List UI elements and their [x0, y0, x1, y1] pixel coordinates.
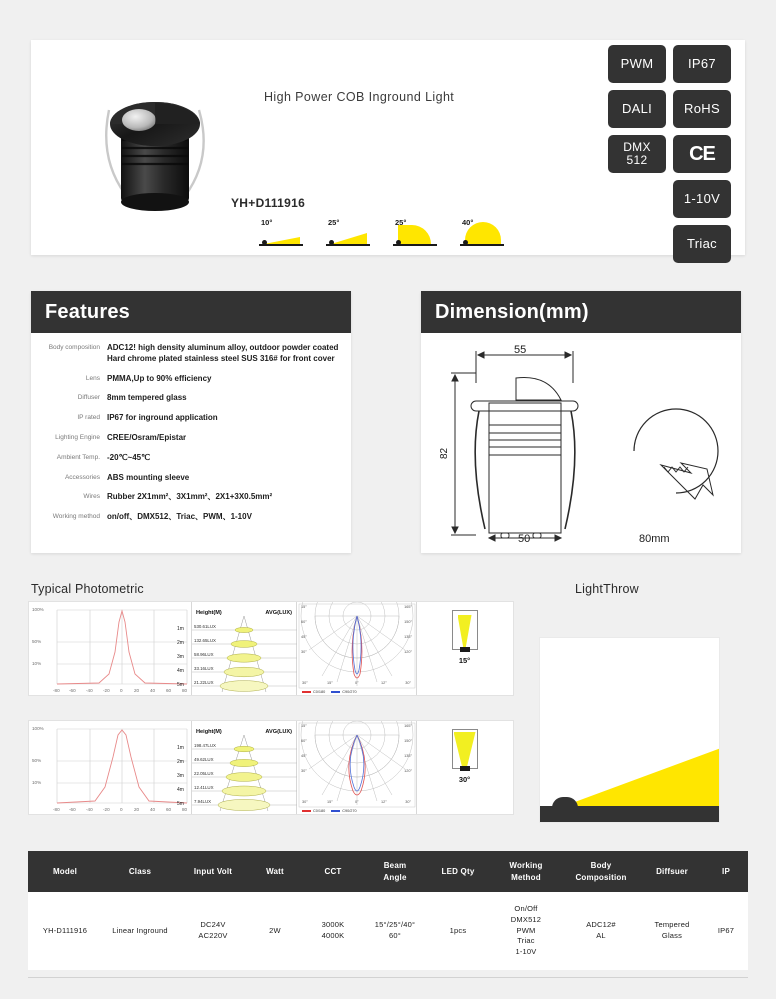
- spec-value-beam-angle: [364, 920, 426, 942]
- polar-label-bottom-1: 30°: [302, 800, 308, 804]
- spec-value-working-method-line4: Triac: [517, 936, 535, 946]
- beam-icon-40-label: 40°: [462, 218, 474, 227]
- polar-label-left-2: 60°: [301, 620, 307, 624]
- feature-value: IP67 for inground application: [107, 413, 218, 423]
- badge-ce: [673, 135, 731, 173]
- spec-header-ip: IP: [722, 866, 730, 876]
- curve-x-label: 60: [166, 688, 172, 693]
- feature-value: on/off、DMX512、Triac、PWM、1-10V: [107, 512, 252, 522]
- feature-value: [107, 343, 338, 365]
- polar-label-right-3: 135°: [404, 754, 412, 758]
- spec-header-input-volt: Input Volt: [193, 866, 233, 876]
- dimension-top-width: 55: [514, 344, 527, 356]
- hero-panel: [31, 40, 745, 255]
- spec-value-working-method-line2: DMX512: [510, 914, 542, 924]
- cone-lux-2m: 49.62LUX: [194, 757, 214, 762]
- legend-c0-180-label: C0/180: [313, 809, 326, 813]
- feature-key: Lighting Engine: [55, 433, 100, 441]
- cone-height-5m: 5m: [177, 801, 184, 807]
- polar-label-bottom-2: 15°: [327, 681, 333, 685]
- feature-value-line2: Hard chrome plated stainless steel SUS 316# for front cover: [107, 353, 335, 363]
- curve-x-label: 0: [120, 688, 123, 693]
- beam-preview-30: [417, 721, 512, 814]
- spec-header-working-method-line1: Working: [509, 860, 543, 870]
- cone-header-height: Height(M): [196, 610, 222, 616]
- feature-row-lens: [37, 374, 341, 385]
- feature-row-ip-rated: [37, 413, 341, 424]
- curve-x-label: -60: [69, 807, 76, 812]
- beam-icon-25b: [393, 218, 437, 248]
- feature-key: Wires: [83, 493, 100, 501]
- cone-lux-2m: 132.65LUX: [194, 638, 216, 643]
- spec-value-body-composition-line2: AL: [596, 931, 606, 940]
- curve-x-label: 40: [150, 688, 156, 693]
- certification-badge-group: [608, 45, 738, 263]
- curve-y-label-50: 50%: [32, 758, 42, 763]
- spec-header-body-composition-line1: Body: [590, 860, 612, 870]
- spec-value-input-volt-line1: DC24V: [200, 920, 226, 930]
- polar-diagram-15: [297, 602, 417, 695]
- polar-label-bottom-1: 30°: [302, 681, 308, 685]
- curve-y-label-100: 100%: [32, 726, 44, 731]
- polar-label-bottom-4: 12°: [381, 681, 387, 685]
- curve-x-label: 0: [120, 807, 123, 812]
- light-throw-beam: [564, 748, 720, 806]
- legend-c0-180: [302, 809, 325, 813]
- beam-icon-25a-label: 25°: [328, 218, 340, 227]
- curve-x-label: -40: [86, 688, 93, 693]
- cone-height-4m: 4m: [177, 668, 184, 674]
- intensity-curve-chart-30: [29, 721, 192, 814]
- feature-value: PMMA,Up to 90% efficiency: [107, 373, 212, 383]
- spec-value-working-method-line1: On/Off: [514, 903, 538, 913]
- cone-lux-1m: 198.47LUX: [194, 743, 216, 748]
- polar-label-bottom-3: 0°: [355, 800, 359, 804]
- beam-icon-10: [259, 218, 303, 248]
- curve-x-label: -60: [69, 688, 76, 693]
- badge-dmx512: [608, 135, 666, 173]
- legend-c90-270-label: C90/270: [342, 809, 357, 813]
- beam-preview-angle-label: 30°: [458, 775, 471, 784]
- cone-height-2m: 2m: [177, 759, 184, 765]
- spec-header-working-method: [490, 860, 562, 883]
- polar-label-left-3: 45°: [301, 754, 307, 758]
- spec-value-watt: 2W: [269, 925, 281, 935]
- cone-height-3m: 3m: [177, 654, 184, 660]
- cone-lux-4m: 33.16LUX: [194, 666, 214, 671]
- polar-label-bottom-3: 0°: [355, 681, 359, 685]
- dimension-bottom-width: 50: [518, 533, 531, 545]
- beam-icon-25b-label: 25°: [395, 218, 407, 227]
- curve-x-label: -20: [103, 807, 110, 812]
- curve-x-label: 60: [166, 807, 172, 812]
- feature-key: Working method: [52, 513, 100, 521]
- cone-height-3m: 3m: [177, 773, 184, 779]
- badge-rohs: RoHS: [673, 90, 731, 128]
- spec-table-header-row: [28, 851, 748, 892]
- cone-header-avg: AVG(LUX): [265, 729, 292, 735]
- dimension-svg: [421, 333, 741, 551]
- polar-label-bottom-2: 15°: [327, 800, 333, 804]
- curve-x-label: 40: [150, 807, 156, 812]
- feature-key: IP rated: [77, 414, 100, 422]
- beam-angle-icon-row: [259, 218, 504, 248]
- badge-dmx512-line1: DMX: [623, 140, 651, 155]
- beam-source-dot: [396, 240, 401, 245]
- feature-value: CREE/Osram/Epistar: [107, 432, 187, 442]
- polar-label-left-2: 60°: [301, 739, 307, 743]
- feature-value: -20℃~45℃: [107, 452, 151, 462]
- curve-x-label: -40: [86, 807, 93, 812]
- beam-preview-frame: [452, 610, 478, 650]
- feature-key: Lens: [85, 374, 100, 382]
- badge-pwm: PWM: [608, 45, 666, 83]
- beam-source-dot: [329, 240, 334, 245]
- beam-wedge-10: [264, 237, 300, 244]
- features-panel: [31, 291, 351, 553]
- polar-label-right-4: 120°: [404, 650, 412, 654]
- polar-label-right-4: 120°: [404, 769, 412, 773]
- curve-x-label: 80: [182, 807, 188, 812]
- feature-value: 8mm tempered glass: [107, 393, 187, 403]
- feature-key: Ambient Temp.: [56, 453, 100, 461]
- polar-label-right-2: 150°: [404, 739, 412, 743]
- photometric-row-30deg: [28, 720, 514, 815]
- legend-c90-270: [331, 690, 356, 694]
- feature-key: Body composition: [48, 344, 100, 351]
- spec-header-model: Model: [52, 866, 78, 876]
- spec-value-led-qty: 1pcs: [449, 925, 467, 935]
- spec-value-cct-line1: 3000K: [321, 920, 345, 930]
- spec-value-class: Linear Inground: [112, 925, 168, 935]
- feature-row-accessories: [37, 473, 341, 484]
- spec-header-beam-angle-line1: Beam: [383, 860, 407, 870]
- features-title: Features: [31, 291, 351, 333]
- polar-label-bottom-5: 30°: [405, 681, 411, 685]
- model-code: YH+D111916: [231, 196, 306, 210]
- spec-value-body-composition-line1: ADC12#: [586, 920, 616, 930]
- cone-lux-4m: 12.41LUX: [194, 785, 214, 790]
- badge-triac: Triac: [673, 225, 731, 263]
- dimension-panel: [421, 291, 741, 553]
- intensity-curve-chart-15: [29, 602, 192, 695]
- feature-row-lighting-engine: [37, 433, 341, 444]
- spec-value-working-method-line3: PWM: [516, 925, 536, 935]
- cone-height-5m: 5m: [177, 682, 184, 688]
- cone-header-avg: AVG(LUX): [265, 610, 292, 616]
- polar-label-right-2: 150°: [404, 620, 412, 624]
- feature-row-diffuser: [37, 393, 341, 404]
- spec-header-led-qty: LED Qty: [441, 866, 475, 876]
- cone-height-1m: 1m: [177, 745, 184, 751]
- cone-lux-3m: 58.96LUX: [194, 652, 214, 657]
- photometric-section-title: Typical Photometric: [31, 582, 144, 596]
- beam-fan: [458, 615, 472, 649]
- feature-key: Accessories: [64, 473, 100, 481]
- beam-source-block: [460, 766, 470, 771]
- dimension-height: 82: [439, 447, 450, 459]
- polar-label-right-3: 135°: [404, 635, 412, 639]
- polar-legend: [302, 809, 357, 813]
- beam-icon-40: [460, 218, 504, 248]
- ce-mark-icon: CE: [689, 142, 715, 165]
- spec-value-diffuser-line2: Glass: [661, 931, 683, 940]
- feature-value: Rubber 2X1mm²、3X1mm²、2X1+3X0.5mm²: [107, 492, 273, 502]
- polar-label-bottom-5: 30°: [405, 800, 411, 804]
- spec-header-beam-angle: [364, 860, 426, 883]
- photometric-row-15deg: [28, 601, 514, 696]
- feature-row-working-method: [37, 512, 341, 523]
- spec-header-watt: Watt: [266, 866, 284, 876]
- spec-value-cct: [302, 920, 364, 942]
- cone-lux-5m: 7.94LUX: [194, 799, 212, 804]
- feature-row-wires: [37, 492, 341, 503]
- polar-diagram-30: [297, 721, 417, 814]
- curve-x-label: -80: [53, 688, 60, 693]
- features-list: [31, 333, 351, 523]
- light-throw-section-title: LightThrow: [575, 582, 639, 596]
- beam-wedge-25a: [331, 233, 367, 244]
- curve-x-label: 80: [182, 688, 188, 693]
- polar-label-left-1: 15°: [301, 605, 307, 609]
- legend-c90-270-label: C90/270: [342, 690, 357, 694]
- feature-key: Diffuser: [77, 394, 100, 402]
- spec-value-ip: IP67: [717, 925, 735, 935]
- beam-wedge-25b: [398, 225, 431, 244]
- dimension-title: Dimension(mm): [421, 291, 741, 333]
- specification-table: [28, 851, 748, 970]
- polar-label-left-3: 45°: [301, 635, 307, 639]
- cone-height-1m: 1m: [177, 626, 184, 632]
- legend-c0-180: [302, 690, 325, 694]
- bottom-divider: [28, 977, 748, 978]
- spec-value-working-method-line5: 1-10V: [515, 947, 537, 957]
- spec-table-data-row: [28, 892, 748, 970]
- spec-header-class: Class: [128, 866, 152, 876]
- spec-value-body-composition: [562, 920, 640, 942]
- cone-height-4m: 4m: [177, 787, 184, 793]
- cone-lux-1m: 530.61LUX: [194, 624, 216, 629]
- spec-value-diffuser-line1: Tempered: [654, 920, 690, 930]
- dimension-cutout-label: 80mm: [639, 533, 670, 545]
- light-throw-illustration: [539, 637, 720, 823]
- beam-fan: [454, 732, 476, 768]
- spec-header-cct: CCT: [324, 866, 342, 876]
- beam-source-block: [460, 647, 470, 652]
- polar-label-left-1: 15°: [301, 724, 307, 728]
- curve-y-label-10: 10%: [32, 780, 42, 785]
- spec-value-model: YH-D111916: [42, 925, 88, 935]
- spec-value-beam-angle-line2: 60°: [389, 931, 401, 940]
- beam-source-dot: [463, 240, 468, 245]
- curve-y-label-10: 10%: [32, 661, 42, 666]
- feature-row-ambient-temp: [37, 453, 341, 464]
- light-throw-fixture: [552, 797, 578, 808]
- polar-label-left-4: 30°: [301, 769, 307, 773]
- spec-value-diffuser: [640, 920, 704, 942]
- spec-header-working-method-line2: Method: [511, 872, 541, 882]
- spec-header-diffuser: Diffsuer: [656, 866, 688, 876]
- spec-header-body-composition-line2: Composition: [575, 872, 627, 882]
- cone-lux-3m: 22.05LUX: [194, 771, 214, 776]
- polar-label-right-1: 165°: [404, 605, 412, 609]
- polar-legend: [302, 690, 357, 694]
- product-photo: [81, 62, 251, 232]
- cone-header-height: Height(M): [196, 729, 222, 735]
- spec-header-beam-angle-line2: Angle: [383, 872, 407, 882]
- beam-preview-15: [417, 602, 512, 695]
- legend-c90-270: [331, 809, 356, 813]
- beam-preview-angle-label: 15°: [458, 656, 471, 665]
- beam-icon-10-label: 10°: [261, 218, 273, 227]
- polar-label-left-4: 30°: [301, 650, 307, 654]
- beam-icon-25a: [326, 218, 370, 248]
- curve-y-label-100: 100%: [32, 607, 44, 612]
- feature-value-line1: ADC12! high density aluminum alloy, outdoor powder coated: [107, 343, 339, 352]
- feature-row-body-composition: [37, 343, 341, 365]
- curve-x-label: -80: [53, 807, 60, 812]
- cone-lux-5m: 21.22LUX: [194, 680, 214, 685]
- legend-c0-180-label: C0/180: [313, 690, 326, 694]
- spec-value-working-method: [490, 904, 562, 958]
- badge-dali: DALI: [608, 90, 666, 128]
- spec-value-cct-line2: 4000K: [321, 931, 345, 940]
- cone-height-2m: 2m: [177, 640, 184, 646]
- beam-preview-frame: [452, 729, 478, 769]
- curve-x-label: 20: [134, 688, 140, 693]
- spec-value-input-volt: [178, 920, 248, 942]
- spec-value-beam-angle-line1: 15°/25°/40°: [374, 920, 416, 930]
- badge-dmx512-line2: 512: [626, 153, 648, 167]
- product-title: High Power COB Inground Light: [264, 90, 455, 104]
- badge-ip67: IP67: [673, 45, 731, 83]
- beam-source-dot: [262, 240, 267, 245]
- badge-1-10v: 1-10V: [673, 180, 731, 218]
- dimension-drawing: [421, 333, 741, 551]
- polar-label-bottom-4: 12°: [381, 800, 387, 804]
- spec-value-input-volt-line2: AC220V: [198, 931, 228, 940]
- feature-value: ABS mounting sleeve: [107, 472, 190, 482]
- spec-header-body-composition: [562, 860, 640, 883]
- curve-y-label-50: 50%: [32, 639, 42, 644]
- curve-x-label: 20: [134, 807, 140, 812]
- light-throw-ground: [540, 806, 719, 822]
- curve-x-label: -20: [103, 688, 110, 693]
- polar-label-right-1: 165°: [404, 724, 412, 728]
